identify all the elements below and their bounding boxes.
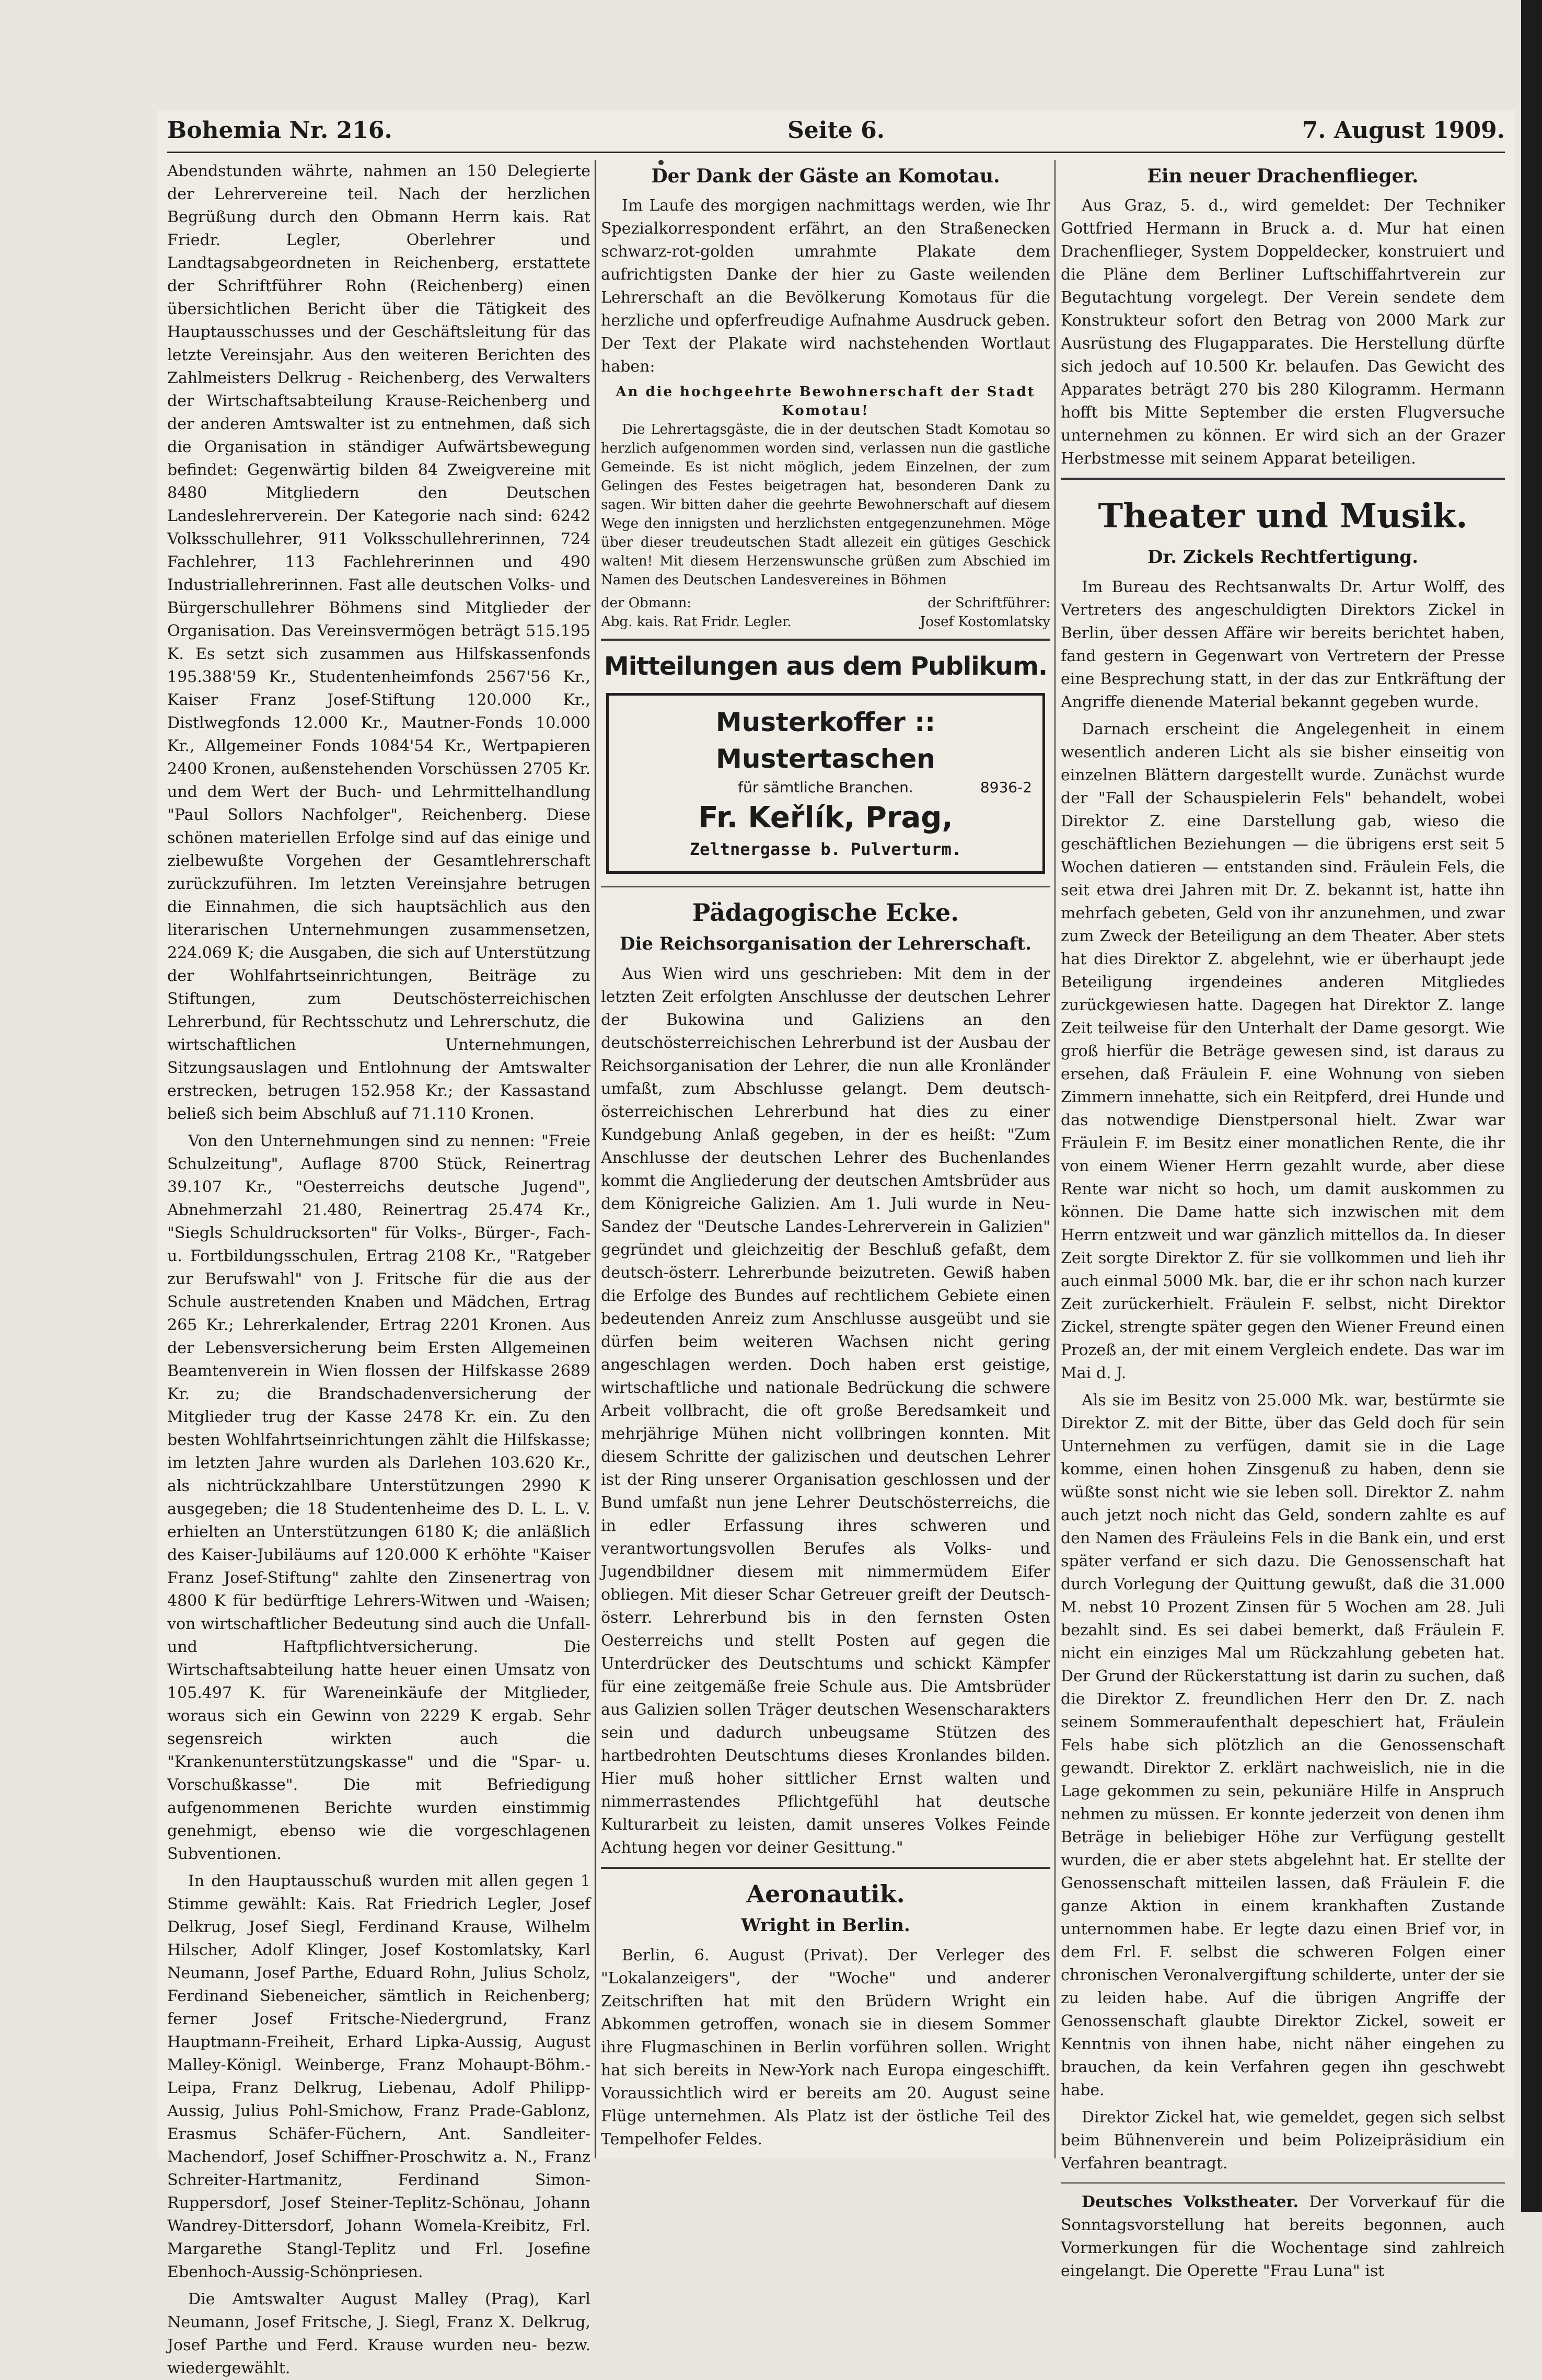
zickel-subheadline: Dr. Zickels Rechtfertigung. — [1147, 547, 1419, 568]
dank-signature-roles — [601, 594, 1050, 613]
volkstheater-lead: Deutsches Volkstheater. — [1082, 2193, 1299, 2211]
zickel-paragraph-2: Darnach erscheint die Angelegenheit in einem wesentlich anderen Licht als sie bisher einseitig von einzelnen Blättern dargestellt wurde. Zunächst wurde der "Fall der Schauspielerin Fels" behandelt, wobei Direktor Z. eine Darstellung gab, wieso die geschäftlichen Beziehungen — die übrigens erst seit 5 Wochen datieren — entstanden sind. Fräulein Fels, die seit etwa drei Jahren mit Dr. Z. bekannt ist, hatte ihn mehrfach gebeten, Geld von ihr anzunehmen, und zwar zum Zweck der Beteiligung an dem Theater. Aber stets hat dies Direktor Z. abgelehnt, wie er überhaupt jede Beteiligung irgendeines anderen Mitgliedes zurückgewiesen hatte. Dagegen hat Direktor Z. lange Zeit teilweise für den Unterhalt der Dame gesorgt. Wie groß hierfür die Beträge gewesen sind, ist daraus zu ersehen, daß Fräulein F. eine Wohnung von sieben Zimmern innehatte, sich ein Reitpferd, drei Hunde und das notwendige Dienstpersonal hielt. Zwar war Fräulein F. im Besitz einer monatlichen Rente, die ihr von einem Wiener Herrn gezahlt wurde, aber diese Rente war nicht so hoch, um damit auskommen zu können. Die Dame hatte sich inzwischen mit dem Herrn entzweit und war gänzlich mittellos da. In dieser Zeit sorgte Direktor Z. für sie vollkommen und lieh ihr auch einmal 5000 Mk. bar, die er ihr schon nach kurzer Zeit zurückerhielt. Fräulein F. selbst, nicht Direktor Zickel, strengte später gegen den Wiener Freund einen Prozeß an, der mit einem Vergleich endete. Das war im Mai d. J. — [1061, 720, 1505, 1382]
divider — [601, 639, 1050, 641]
volkstheater-body: Der Vorverkauf für die Sonntagsvorstellung hat bereits begonnen, auch Vormerkungen für die Wochentage sind zahlreich eingelangt. Die Operette "Frau Luna" ist — [1061, 2193, 1505, 2280]
paedagogik-subheadline: Die Reichsorganisation der Lehrerschaft. — [620, 933, 1031, 954]
column-rule-1 — [595, 160, 596, 2158]
zickel-paragraph-3: Als sie im Besitz von 25.000 Mk. war, bestürmte sie Direktor Z. mit der Bitte, über das Geld doch für sein Unternehmen zu verfügen, damit sie in die Lage komme, einen hohen Zinsgenuß zu haben, denn sie wüßte sonst nicht wie sie leben soll. Direktor Z. nahm auch jetzt noch nicht das Geld, sondern zahlte es auf den Namen des Fräuleins Fels in die Bank ein, und erst später verfand er sich dazu. Die Genossenschaft hat durch Vorlegung der Quittung gewußt, daß die 31.000 M. nebst 10 Prozent Zinsen für 5 Wochen am 28. Juli bezahlt sind. Es sei dabei bemerkt, daß Fräulein F. nicht ein einziges Mal um Rückzahlung gebeten hat. Der Grund der Rückerstattung ist darin zu suchen, daß die Direktor Z. freundlichen Herr den Dr. Z. nach seinem Sommeraufenthalt depeschiert hat, Fräulein Fels habe sich plötzlich an die Genossenschaft gewandt. Direktor Z. erklärt nachweislich, nie in die Lage gekommen zu sein, pekuniäre Hilfe in Anspruch nehmen zu müssen. Er konnte jederzeit von denen ihm Beträge in beliebiger Höhe zur Verfügung gestellt wurden, die er aber stets abgelehnt hat. Er stellte der Genossenschaft mitteilen lassen, daß Fräulein F. die ganze Aktion in einem krankhaften Zustande unternommen habe. Er legte dazu einen Brief vor, in dem Frl. F. selbst die schweren Folgen einer chronischen Veronalvergiftung schilderte, unter der sie zu leiden habe. Auf die übrigen Angriffe der Genossenschaft glaubte Direktor Zickel, soweit er Kenntnis von ihnen habe, nicht näher eingehen zu brauchen, da kein Verfahren gegen ihn geschwebt habe. — [1061, 1391, 1505, 2099]
dank-address: An die hochgeehrte Bewohnerschaft der Stadt Komotau! — [616, 384, 1036, 419]
divider — [601, 1867, 1050, 1869]
lehrertag-paragraph-1: Abendstunden währte, nahmen an 150 Delegierte der Lehrervereine teil. Nach der herzlichen Begrüßung durch den Obmann Herrn kais. Rat Friedr. Legler, Oberlehrer und Landtagsabgeordneten in Reichenberg, erstattete der Schriftführer Rohn (Reichenberg) einen übersichtlichen Bericht über die Tätigkeit des Hauptausschusses und der Geschäftsleitung für das letzte Vereinsjahr. Aus den weiteren Berichten des Zahlmeisters Delkrug - Reichenberg, des Verwalters der Wirtschaftsabteilung Krause-Reichenberg und der anderen Amtswalter ist zu entnehmen, daß sich die Organisation in ständiger Aufwärtsbewegung befindet: Gegenwärtig bilden 84 Zweigvereine mit 8480 Mitgliedern den Deutschen Landeslehrerverein. Der Kategorie nach sind: 6242 Volksschullehrer, 911 Volksschullehrerinnen, 724 Fachlehrer, 113 Fachlehrerinnen und 490 Industriallehrerinnen. Fast alle deutschen Volks- und Bürgerschullehrer Böhmens sind Mitglieder der Organisation. Das Vereinsvermögen beträgt 515.195 K. Es setzt sich zusammen aus Hilfskassenfonds 195.388'59 Kr., Studentenheimfonds 2567'56 Kr., Kaiser Franz Josef-Stiftung 120.000 Kr., Distlwegfonds 12.000 Kr., Mautner-Fonds 10.000 Kr., Allgemeiner Fonds 1084'54 Kr., Wertpapieren 2400 Kronen, außenstehenden Vorschüssen 2705 Kr. und dem Wert der Buch- und Lehrmittelhandlung "Paul Sollors Nachfolger", Reichenberg. Diese schönen materiellen Erfolge sind auf das einige und zielbewußte Vorgehen der Gesamtlehrerschaft zurückzuführen. Im letzten Vereinsjahre betrugen die Einnahmen, die sich hauptsächlich aus den literarischen Unternehmungen zusammensetzen, 224.069 K; die Ausgaben, die sich auf Unterstützung der Wohlfahrtseinrichtungen, Beiträge zu Stiftungen, zum Deutschösterreichischen Lehrerbund, für Rechtsschutz und Lehrerschutz, die wirtschaftlichen Unternehmungen, Sitzungsauslagen und Entlohnung der Amtswalter erstrecken, betrugen 152.958 Kr.; der Kassastand beließ sich beim Abschluß auf 71.110 Kronen. — [167, 162, 590, 1123]
ad-line-1: Musterkoffer :: Mustertaschen — [715, 707, 936, 774]
zickel-paragraph-4: Direktor Zickel hat, wie gemeldet, gegen sich selbst beim Bühnenverein und beim Polizeipräsidium ein Verfahren beantragt. — [1061, 2108, 1505, 2173]
dank-body: Die Lehrertagsgäste, die in der deutschen Stadt Komotau so herzlich aufgenommen worden sind, verlassen nun die gastliche Gemeinde. Es ist nicht möglich, jedem Einzelnen, der zum Gelingen des Festes beigetragen hat, besonderen Dank zu sagen. Wir bitten daher die geehrte Bewohnerschaft auf diesem Wege den innigsten und herzlichsten entgegenzunehmen. Möge über dieser treudeutschen Stadt allezeit ein gütiges Geschick walten! Mit diesem Herzenswunsche grüßen zum Abschied im Namen des Deutschen Landesvereines in Böhmen — [601, 422, 1050, 588]
column-rule-2 — [1054, 160, 1056, 2158]
divider — [1061, 2182, 1505, 2183]
sig-left: Abg. kais. Rat Fridr. Legler. — [601, 614, 792, 630]
paedagogik-headline: Pädagogische Ecke. — [692, 898, 959, 927]
paedagogik-body: Aus Wien wird uns geschrieben: Mit dem in der letzten Zeit erfolgten Anschlusse der deutschen Lehrer der Bukowina und Galiziens an den deutschösterreichischen Lehrerbund ist der Ausbau der Reichsorganisation der Lehrer, die nun alle Kronländer umfaßt, zum Abschlusse gelangt. Dem deutsch-österreichischen Lehrerbund hat dies zu einer Kundgebung Anlaß gegeben, in der es heißt: "Zum Anschlusse der deutschen Lehrer des Buchenlandes kommt die Angliederung der deutschen Amtsbrüder aus dem Königreiche Galizien. Am 1. Juli wurde in Neu-Sandez der "Deutsche Landes-Lehrerverein in Galizien" gegründet und gleichzeitig der Beschluß gefaßt, dem deutsch-österr. Lehrerbunde beizutreten. Gewiß haben die Erfolge des Bundes auf rechtlichem Gebiete einen bedeutenden Anreiz zum Anschlusse ausgeübt und sie dürfen beim weiteren Wachsen nicht gering angeschlagen werden. Doch haben erst geistige, wirtschaftliche und nationale Bedrückung die schwere Arbeit vollbracht, die oft große Beredsamkeit und mehrjährige Mühen nicht vollbringen konnten. Mit diesem Schritte der galizischen und deutschen Lehrer ist der Ring unserer Organisation geschlossen und der Bund umfaßt nun jene Lehrer Deutschösterreichs, die in edler Erfassung ihres schweren und verantwortungsvollen Berufes als Volks- und Jugendbildner diesem mit nimmermüdem Eifer obliegen. Mit dieser Schar Getreuer greift der Deutsch-österr. Lehrerbund bis in den fernsten Osten Oesterreichs und stellt Posten auf gegen die Unterdrücker des Deutschtums und schickt Kämpfer für eine zeitgemäße freie Schule aus. Die Amtsbrüder aus Galizien sollen Träger deutschen Wesenscharakters sein und dadurch unbeugsame Stützen des hartbedrohten Deutschtums dieses Kronlandes bilden. Hier muß hoher sittlicher Ernst walten und nimmerrastendes Pflichtgefühl hat deutsche Kulturarbeit zu leisten, damit unseres Volkes Feinde Achtung hegen vor deiner Gesittung." — [601, 965, 1050, 1857]
column-left — [167, 160, 590, 2377]
dank-intro: Im Laufe des morgigen nachmittags werden, wie Ihr Spezialkorrespondent erfährt, an den Straßenecken schwarz-rot-golden umrahmte Plakate dem aufrichtigsten Danke der hier zu Gaste weilenden Lehrerschaft an die Bevölkerung Komotaus für die herzliche und opferfreudige Aufnahme Ausdruck geben. Der Text der Plakate wird nachstehenden Wortlaut haben: — [601, 197, 1050, 376]
aeronautik-headline: Aeronautik. — [746, 1880, 905, 1908]
column-middle — [601, 160, 1050, 2158]
dank-signatures — [601, 613, 1050, 631]
zickel-paragraph-1: Im Bureau des Rechtsanwalts Dr. Artur Wolff, des Vertreters des angeschuldigten Direktors Zickel in Berlin, über dessen Affäre wir bereits berichtet haben, fand gestern in Gegenwart von Vertretern der Presse eine Besprechung statt, in der das zur Entkräftung der Angriffe dienende Material bekannt gegeben wurde. — [1061, 578, 1505, 711]
divider — [1061, 478, 1505, 480]
sig-right: Josef Kostomlatsky — [920, 614, 1050, 630]
sig-left-role: der Obmann: — [601, 595, 692, 611]
lehrertag-paragraph-4: Die Amtswalter August Malley (Prag), Karl Neumann, Josef Fritsche, J. Siegl, Franz X. Delkrug, Josef Parthe und Ferd. Krause wurden neu- bezw. wiedergewählt. — [167, 2290, 590, 2377]
dank-plakat — [601, 383, 1050, 631]
dank-headline: Der Dank der Gäste an Komotau. — [651, 165, 1000, 187]
aeronautik-subheadline: Wright in Berlin. — [741, 1915, 910, 1936]
ad-line-2 — [619, 777, 1032, 798]
drachenflieger-body: Aus Graz, 5. d., wird gemeldet: Der Techniker Gottfried Hermann in Bruck a. d. Mur hat einen Drachenflieger, System Doppeldecker, konstruiert und die Pläne dem Berliner Luftschiffahrtverein zur Begutachtung vorgelegt. Der Verein sendete dem Konstrukteur sofort den Betrag von 2000 Mark zur Ausrüstung des Flugapparates. Die Herstellung dürfte sich jedoch auf 10.500 Kr. belaufen. Das Gewicht des Apparates beträgt 270 bis 280 Kilogramm. Hermann hofft bis Mitte September die ersten Flugversuche unternehmen zu können. Er wird sich an der Grazer Herbstmesse mit seinem Apparat beteiligen. — [1061, 197, 1505, 468]
ad-code: 8936-2 — [980, 779, 1032, 796]
masthead-page-number: Seite 6. — [787, 117, 885, 144]
sig-right-role: der Schriftführer: — [927, 595, 1050, 611]
advertisement-box — [606, 693, 1045, 874]
masthead-paper-issue: Bohemia Nr. 216. — [167, 117, 392, 144]
ad-firm: Fr. Keřlík, Prag, — [698, 801, 953, 835]
ad-address: Zeltnergasse b. Pulverturm. — [689, 839, 962, 859]
lehrertag-paragraph-2: Von den Unternehmungen sind zu nennen: "Freie Schulzeitung", Auflage 8700 Stück, Reinertrag 39.107 Kr., "Oesterreichs deutsche Jugend", Abnehmerzahl 21.480, Reinertrag 25.474 Kr., "Siegls Schuldrucksorten" für Volks-, Bürger-, Fach- u. Fortbildungsschulen, Ertrag 2108 Kr., "Ratgeber zur Berufswahl" von J. Fritsche für die aus der Schule austretenden Knaben und Mädchen, Ertrag 265 Kr.; Lehrerkalender, Ertrag 2201 Kronen. Aus der Lebensversicherung beim Ersten Allgemeinen Beamtenverein in Wien flossen der Hilfskasse 2689 Kr. zu; die Brandschadenversicherung der Mitglieder trug der Kasse 2478 Kr. ein. Zu den besten Wohlfahrtseinrichtungen zählt die Hilfskasse; im letzten Jahre wurden als Darlehen 103.620 Kr., als nichtrückzahlbare Unterstützungen 2990 K ausgegeben; die 18 Studentenheime des D. L. L. V. erhielten an Unterstützungen 6180 K; die anläßlich des Kaiser-Jubiläums auf 120.000 K erhöhte "Kaiser Franz Josef-Stiftung" zahlte den Zinsenertrag von 4800 K für bedürftige Lehrers-Witwen und -Waisen; von wirtschaftlicher Bedeutung sind auch die Unfall- und Haftpflichtversicherung. Die Wirtschaftsabteilung hatte heuer einen Umsatz von 105.497 K. für Wareneinkäufe der Mitglieder, woraus sich ein Gewinn von 2229 K ergab. Sehr segensreich wirkten auch die "Krankenunterstützungskasse" und die "Spar- u. Vorschußkasse". Die mit Befriedigung aufgenommenen Berichte wurden einstimmig genehmigt, ebenso wie die vorgeschlagenen Subventionen. — [167, 1132, 590, 1863]
drachenflieger-headline: Ein neuer Drachenflieger. — [1147, 165, 1419, 187]
divider — [601, 886, 1050, 887]
column-right — [1061, 160, 1505, 2280]
page-edge-shadow — [1521, 0, 1542, 2212]
mitteilungen-headline: Mitteilungen aus dem Publikum. — [604, 652, 1048, 681]
ad-branches: für sämtliche Branchen. — [738, 779, 913, 796]
masthead-date: 7. August 1909. — [1302, 117, 1505, 144]
aeronautik-body: Berlin, 6. August (Privat). Der Verleger des "Lokalanzeigers", der "Woche" und anderer Zeitschriften hat mit den Brüdern Wright ein Abkommen getroffen, wonach sie in diesem Sommer ihre Flugmaschinen in Berlin vorführen sollen. Wright hat sich bereits in New-York nach Europa eingeschifft. Voraussichtlich wird er bereits am 20. August seine Flüge unternehmen. Als Platz ist der östliche Teil des Tempelhofer Feldes. — [601, 1946, 1050, 2148]
volkstheater-paragraph — [1061, 2191, 1505, 2283]
masthead — [167, 110, 1505, 153]
lehrertag-paragraph-3: In den Hauptausschuß wurden mit allen gegen 1 Stimme gewählt: Kais. Rat Friedrich Legler, Josef Delkrug, Josef Siegl, Ferdinand Krause, Wilhelm Hilscher, Adolf Klinger, Josef Kostomlatsky, Karl Neumann, Josef Parthe, Eduard Rohn, Julius Scholz, Ferdinand Siebeneicher, sämtlich in Reichenberg; ferner Josef Fritsche-Niedergrund, Franz Hauptmann-Freiheit, Erhard Lipka-Aussig, August Malley-Königl. Weinberge, Franz Mohaupt-Böhm.-Leipa, Franz Delkrug, Liebenau, Adolf Philipp-Aussig, Julius Pohl-Smichow, Franz Prade-Gablonz, Erasmus Schäfer-Füchern, Ant. Sandleiter-Machendorf, Josef Schiffner-Proschwitz a. N., Franz Schreiter-Hartmanitz, Ferdinand Simon-Ruppersdorf, Josef Steiner-Teplitz-Schönau, Johann Wandrey-Dittersdorf, Johann Womela-Kreibitz, Frl. Margarethe Stangl-Teplitz und Frl. Josefine Ebenhoch-Aussig-Schönpriesen. — [167, 1872, 590, 2281]
newspaper-page — [157, 110, 1515, 2377]
theater-headline: Theater und Musik. — [1098, 496, 1468, 536]
